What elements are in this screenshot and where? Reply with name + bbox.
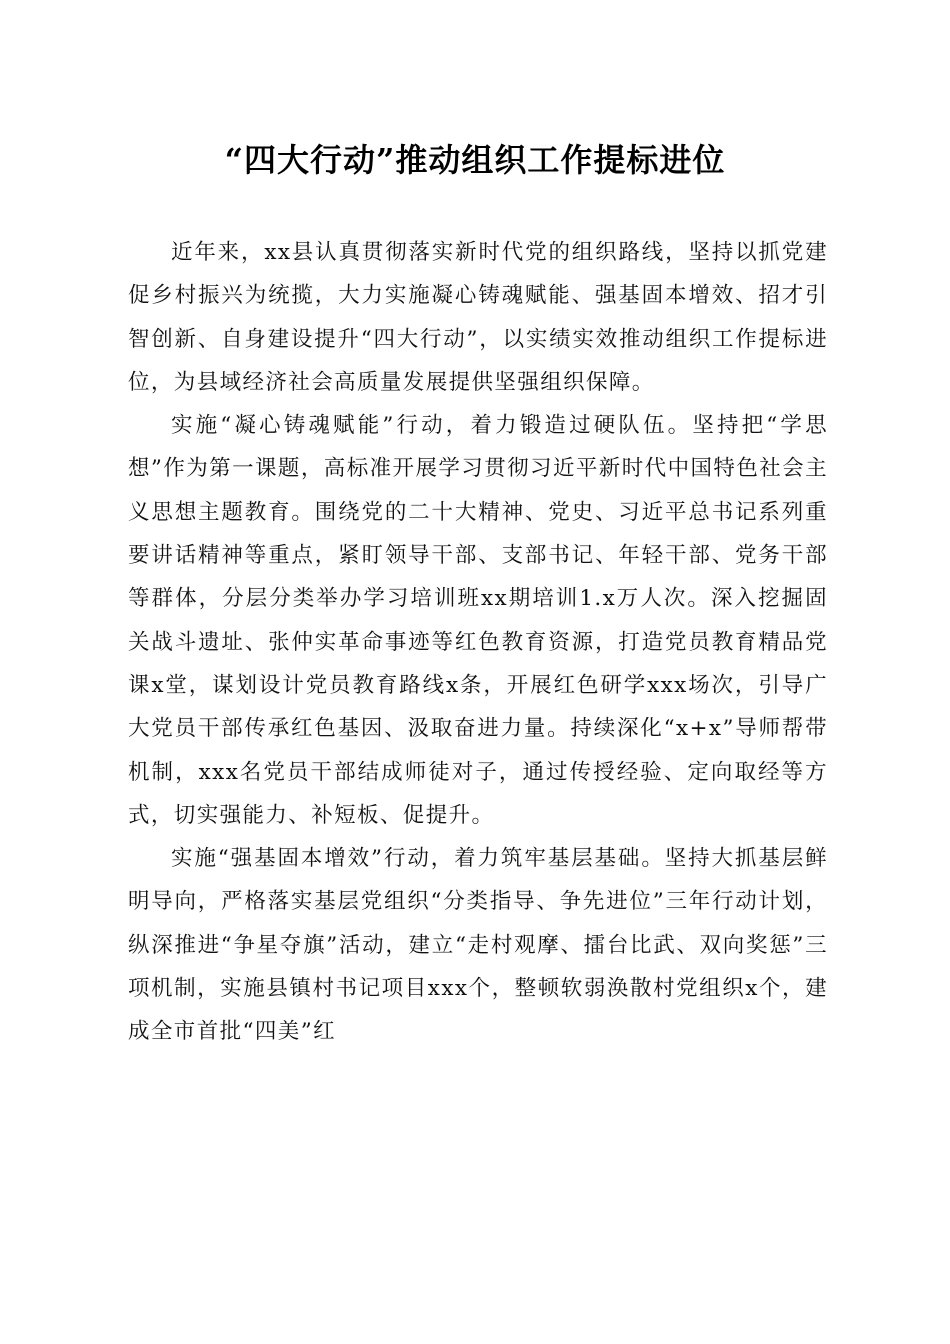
paragraph-action-two: 实施“强基固本增效”行动，着力筑牢基层基础。坚持大抓基层鲜明导向，严格落实基层党组织“分类指导、争先进位”三年行动计划，纵深推进“争星夺旗”活动，建立“走村观摩、擂台比武、双向奖惩”三项机制，实施县镇村书记项目xxx个，整顿软弱涣散村党组织x个，建成全市首批“四美”红: [128, 846, 828, 1045]
document-body: [128, 231, 828, 1054]
paragraph-action-one: 实施“凝心铸魂赋能”行动，着力锻造过硬队伍。坚持把“学思想”作为第一课题，高标准开展学习贯彻习近平新时代中国特色社会主义思想主题教育。围绕党的二十大精神、党史、习近平总书记系列重要讲话精神等重点，紧盯领导干部、支部书记、年轻干部、党务干部等群体，分层分类举办学习培训班xx期培训1.x万人次。深入挖掘固关战斗遗址、张仲实革命事迹等红色教育资源，打造党员教育精品党课x堂，谋划设计党员教育路线x条，开展红色研学xxx场次，引导广大党员干部传承红色基因、汲取奋进力量。持续深化“x+x”导师帮带机制，xxx名党员干部结成师徒对子，通过传授经验、定向取经等方式，切实强能力、补短板、促提升。: [128, 413, 828, 828]
paragraph-intro: 近年来，xx县认真贯彻落实新时代党的组织路线，坚持以抓党建促乡村振兴为统揽，大力实施凝心铸魂赋能、强基固本增效、招才引智创新、自身建设提升“四大行动”，以实绩实效推动组织工作提标进位，为县域经济社会高质量发展提供坚强组织保障。: [128, 240, 828, 395]
document-title: “四大行动”推动组织工作提标进位: [224, 141, 726, 179]
